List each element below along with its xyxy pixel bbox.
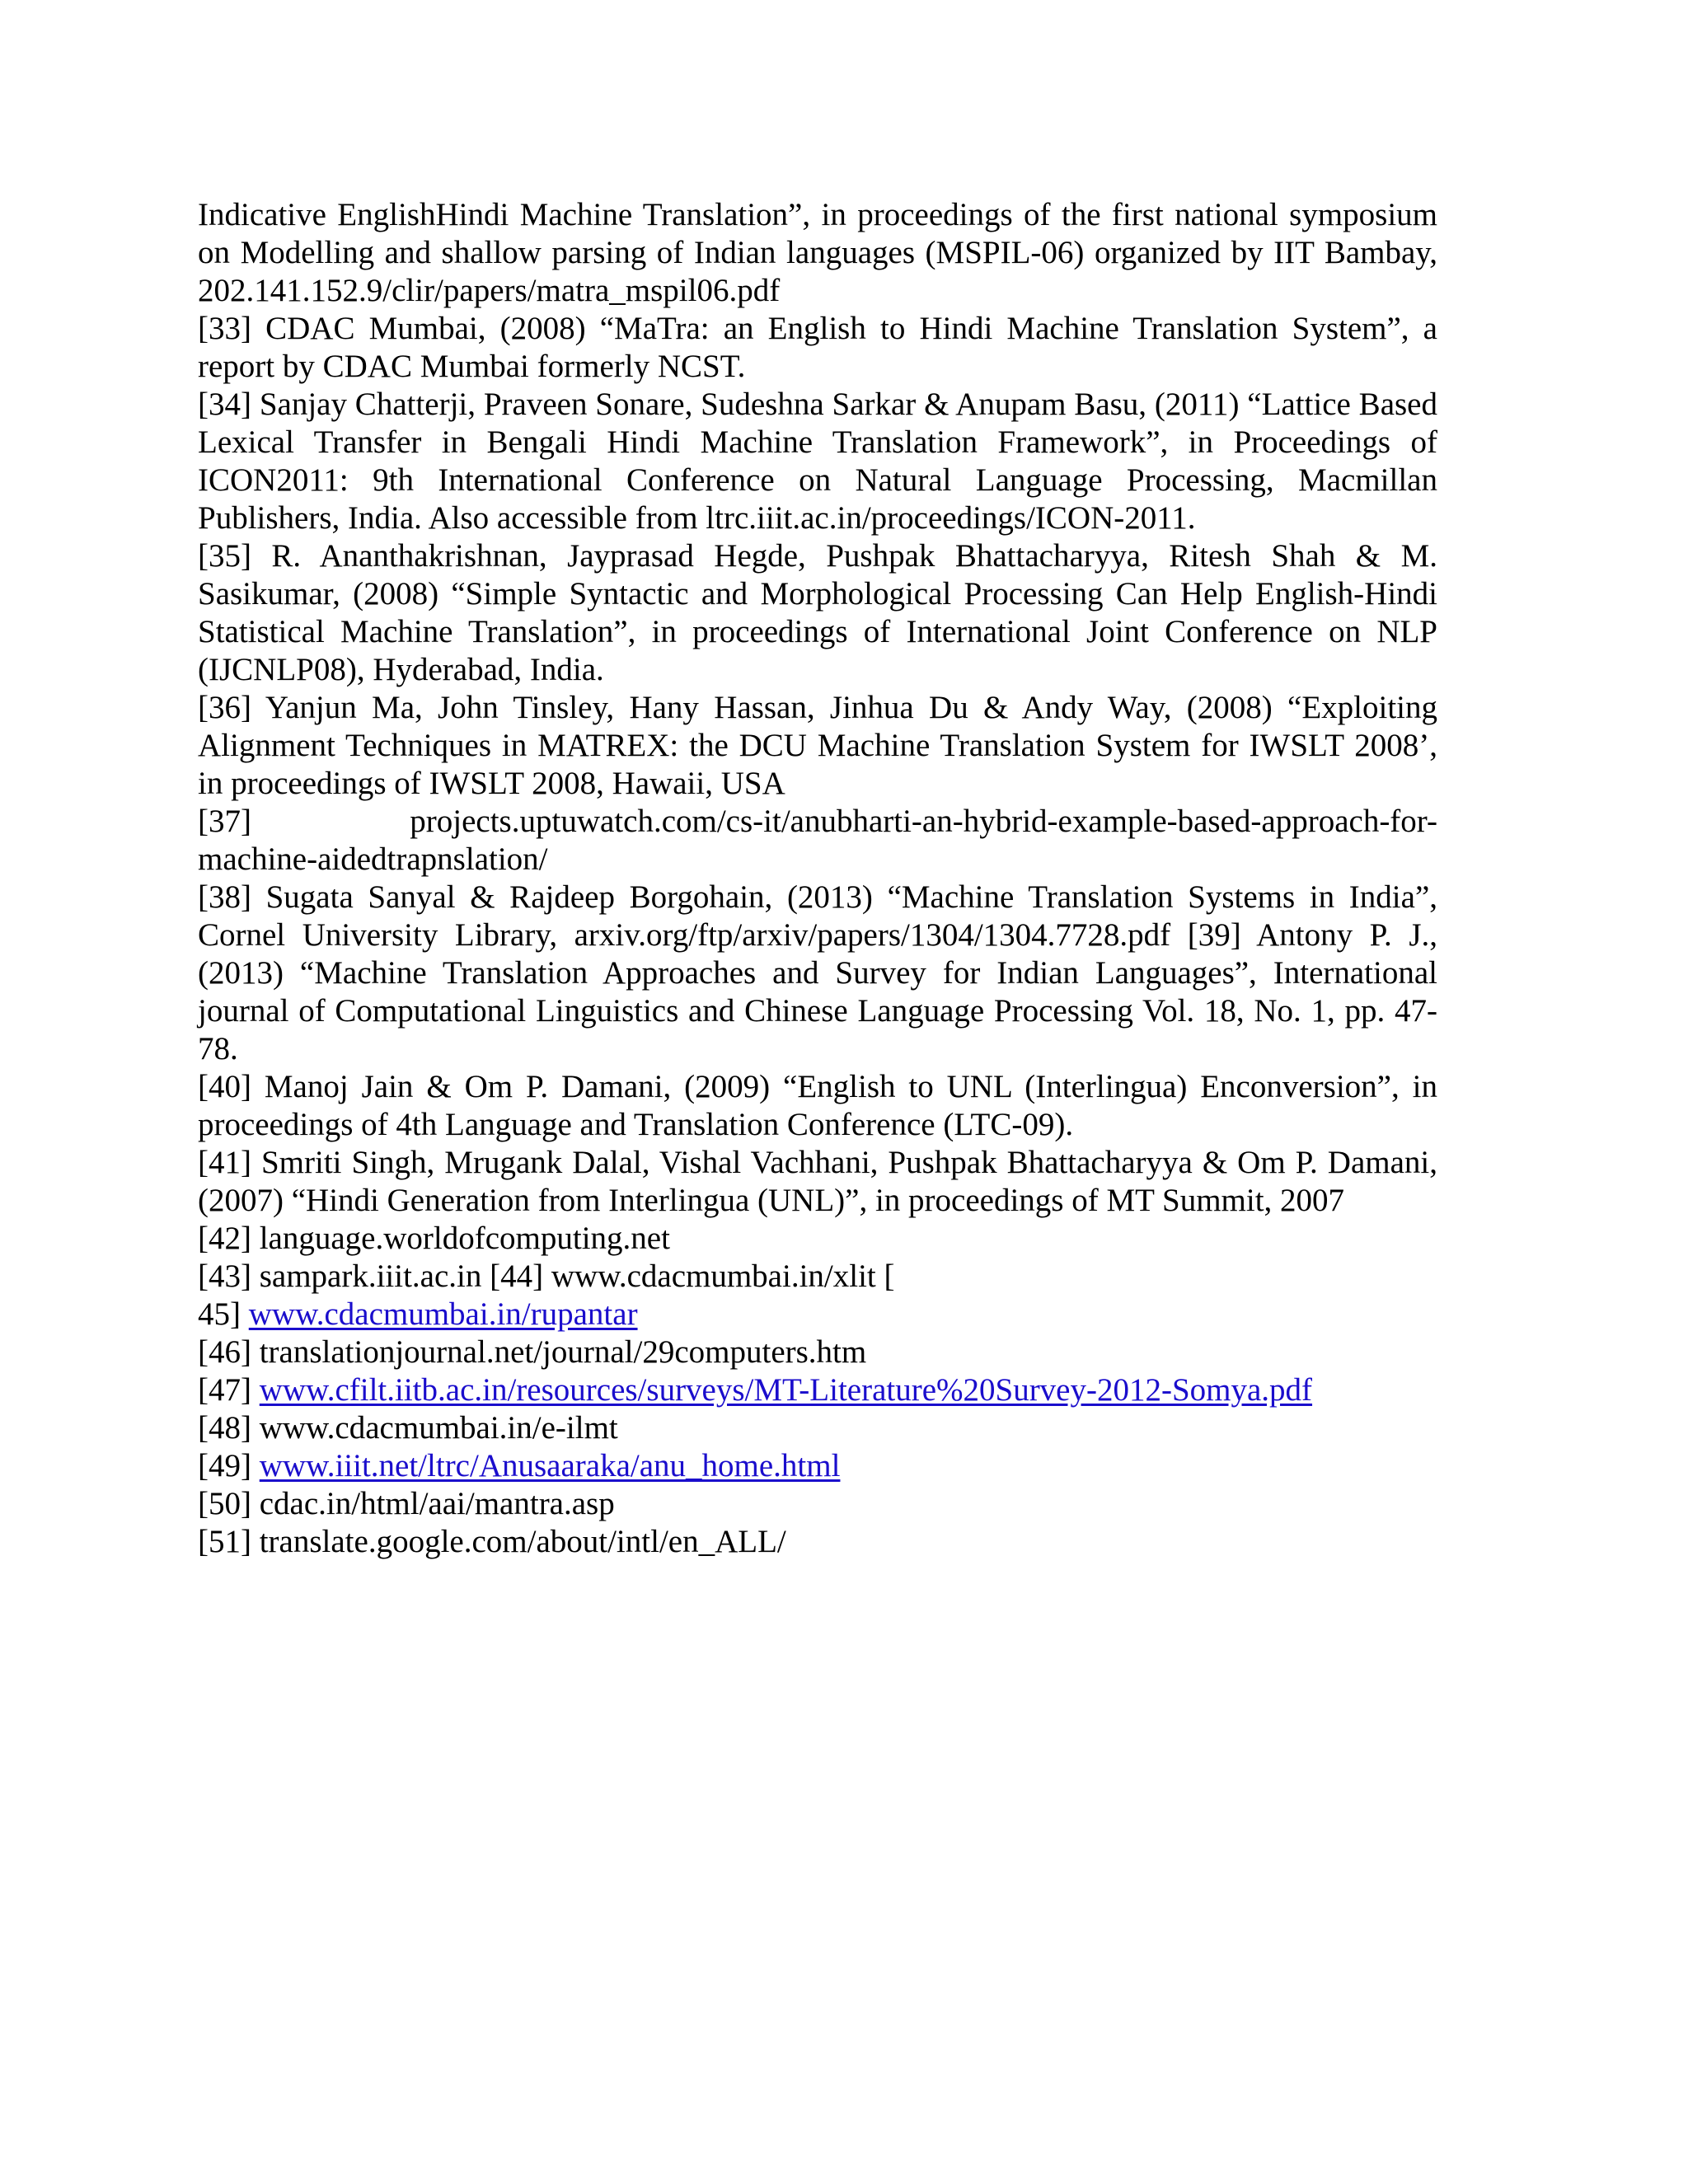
reference-47-number: [47] bbox=[198, 1372, 260, 1408]
reference-49 bbox=[198, 1447, 1437, 1485]
reference-45 bbox=[198, 1296, 1437, 1333]
reference-47-link[interactable]: www.cfilt.iitb.ac.in/resources/surveys/MT-Literature%20Survey-2012-Somya.pdf bbox=[259, 1372, 1313, 1408]
reference-45-link[interactable]: www.cdacmumbai.in/rupantar bbox=[248, 1296, 638, 1332]
reference-32-continuation: Indicative EnglishHindi Machine Translation”, in proceedings of the first national symposium on Modelling and shallow parsing of Indian languages (MSPIL-06) organized by IIT Bambay, 202.141.152.9/clir/papers/matra_mspil06.pdf bbox=[198, 197, 1437, 308]
reference-43-44: [43] sampark.iiit.ac.in [44] www.cdacmumbai.in/xlit [ bbox=[198, 1258, 895, 1294]
reference-37-number: [37] bbox=[198, 804, 251, 839]
reference-50: [50] cdac.in/html/aai/mantra.asp bbox=[198, 1486, 615, 1521]
reference-40: [40] Manoj Jain & Om P. Damani, (2009) “English to UNL (Interlingua) Enconversion”, in proceedings of 4th Language and Translation Conference (LTC-09). bbox=[198, 1069, 1437, 1142]
reference-47 bbox=[198, 1371, 1437, 1409]
reference-36: [36] Yanjun Ma, John Tinsley, Hany Hassan, Jinhua Du & Andy Way, (2008) “Exploiting Alignment Techniques in MATREX: the DCU Machine Translation System for IWSLT 2008’, in proceedings of IWSLT 2008, Hawaii, USA bbox=[198, 690, 1437, 801]
reference-49-number: [49] bbox=[198, 1448, 260, 1483]
reference-34: [34] Sanjay Chatterji, Praveen Sonare, Sudeshna Sarkar & Anupam Basu, (2011) “Lattice Based Lexical Transfer in Bengali Hindi Machine Translation Framework”, in Proceedings of ICON2011: 9th International Conference on Natural Language Processing, Macmillan Publishers, India. Also accessible from ltrc.iiit.ac.in/proceedings/ICON-2011. bbox=[198, 387, 1437, 536]
reference-37-line-1 bbox=[198, 803, 1437, 841]
references-page bbox=[198, 196, 1437, 1561]
reference-35: [35] R. Ananthakrishnan, Jayprasad Hegde, Pushpak Bhattacharyya, Ritesh Shah & M. Sasikumar, (2008) “Simple Syntactic and Morphological Processing Can Help English-Hindi Statistical Machine Translation”, in proceedings of International Joint Conference on NLP (IJCNLP08), Hyderabad, India. bbox=[198, 538, 1437, 687]
reference-41: [41] Smriti Singh, Mrugank Dalal, Vishal Vachhani, Pushpak Bhattacharyya & Om P. Damani, (2007) “Hindi Generation from Interlingua (UNL)”, in proceedings of MT Summit, 2007 bbox=[198, 1145, 1437, 1218]
reference-49-link[interactable]: www.iiit.net/ltrc/Anusaaraka/anu_home.html bbox=[259, 1448, 841, 1483]
reference-51: [51] translate.google.com/about/intl/en_ALL/ bbox=[198, 1524, 786, 1559]
reference-48: [48] www.cdacmumbai.in/e-ilmt bbox=[198, 1410, 618, 1446]
reference-33: [33] CDAC Mumbai, (2008) “MaTra: an English to Hindi Machine Translation System”, a report by CDAC Mumbai formerly NCST. bbox=[198, 311, 1437, 384]
reference-37-url-part-2: machine-aidedtrapnslation/ bbox=[198, 841, 548, 877]
reference-37-url-part-1: projects.uptuwatch.com/cs-it/anubharti-an-hybrid-example-based-approach-for- bbox=[410, 804, 1437, 839]
reference-45-number: 45] bbox=[198, 1296, 249, 1332]
reference-38-39: [38] Sugata Sanyal & Rajdeep Borgohain, (2013) “Machine Translation Systems in India”, Cornel University Library, arxiv.org/ftp/arxiv/papers/1304/1304.7728.pdf [39] Antony P. J., (2013) “Machine Translation Approaches and Survey for Indian Languages”, International journal of Computational Linguistics and Chinese Language Processing Vol. 18, No. 1, pp. 47-78. bbox=[198, 879, 1437, 1066]
reference-42: [42] language.worldofcomputing.net bbox=[198, 1221, 670, 1256]
reference-46: [46] translationjournal.net/journal/29computers.htm bbox=[198, 1334, 867, 1370]
